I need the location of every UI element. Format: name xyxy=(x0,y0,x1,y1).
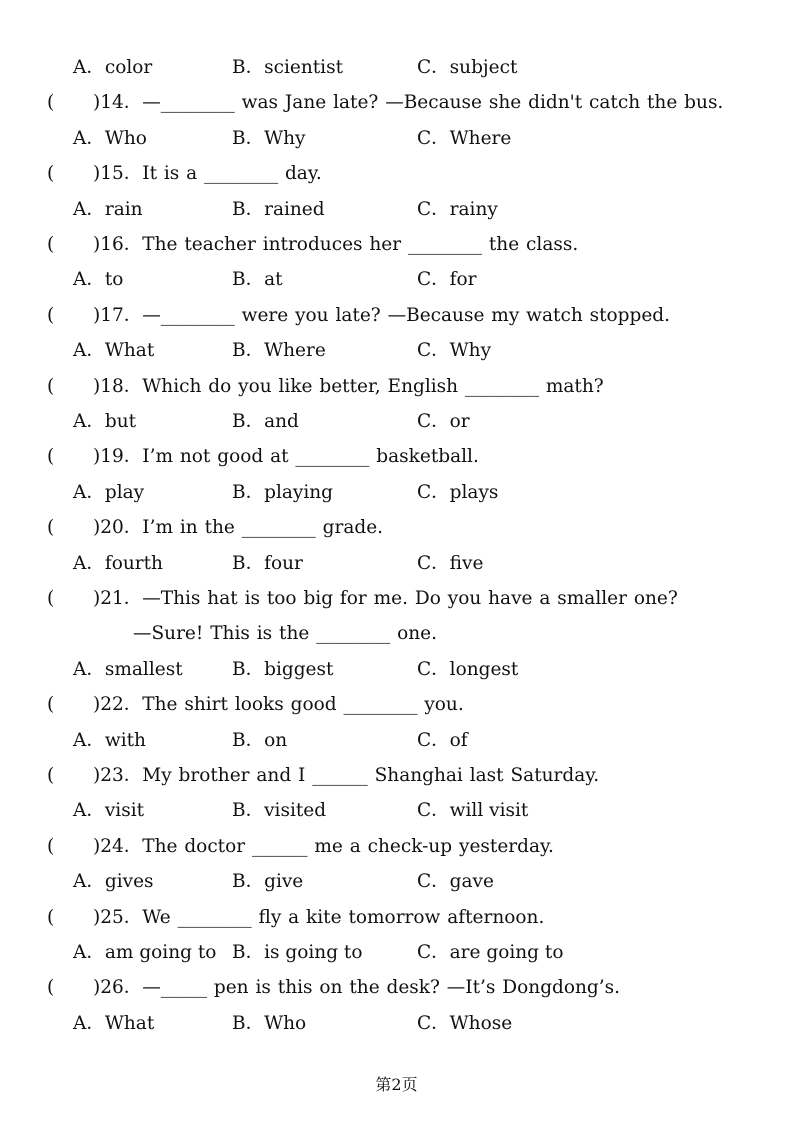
option-a: A．but xyxy=(73,411,137,432)
option-b: B．four xyxy=(232,552,303,574)
answer-bracket: ( xyxy=(47,375,55,397)
option-a: A．What xyxy=(73,340,155,362)
option-a: A．visit xyxy=(73,800,145,822)
option-c: C．Whose xyxy=(417,1012,513,1034)
question-row xyxy=(0,690,793,720)
answer-bracket: ( xyxy=(47,977,55,999)
answer-bracket: ( xyxy=(47,163,55,185)
question-row xyxy=(0,832,793,862)
question-text: )23．My brother and I ______ Shanghai last Saturday. xyxy=(93,765,600,786)
page-number: 第2页 xyxy=(375,1075,418,1094)
question-row xyxy=(0,442,793,472)
question-text: )20．I’m in the ________ grade. xyxy=(93,517,384,539)
question-row xyxy=(0,159,793,189)
question-row xyxy=(0,903,793,933)
options-row xyxy=(0,53,793,83)
options-row xyxy=(0,1009,793,1039)
option-b: B．biggest xyxy=(232,658,334,680)
question-text: )16．The teacher introduces her ________ the class. xyxy=(93,234,579,255)
options-row xyxy=(0,549,793,579)
option-b: B．rained xyxy=(232,198,325,220)
option-b: B．playing xyxy=(232,481,334,503)
option-c: C．are going to xyxy=(417,942,564,963)
option-b: B．on xyxy=(232,729,288,751)
option-c: C．five xyxy=(417,552,484,574)
option-a: A．What xyxy=(73,1012,155,1034)
option-c: C．rainy xyxy=(417,198,498,220)
option-b: B．give xyxy=(232,871,304,893)
question-text: )22．The shirt looks good ________ you. xyxy=(93,694,464,716)
answer-bracket: ( xyxy=(47,765,55,786)
option-a: A．fourth xyxy=(73,552,163,574)
option-b: B．visited xyxy=(232,800,327,822)
question-text: )19．I’m not good at ________ basketball. xyxy=(93,446,479,468)
option-c: C．Where xyxy=(417,127,512,149)
answer-bracket: ( xyxy=(47,234,55,255)
question-text: )25．We ________ fly a kite tomorrow afternoon. xyxy=(93,906,545,928)
continuation-text: —Sure! This is the ________ one. xyxy=(133,623,437,645)
option-a: A．gives xyxy=(73,871,154,893)
question-row xyxy=(0,372,793,402)
question-text: )26．—_____ pen is this on the desk? —It’s Dongdong’s. xyxy=(93,977,621,999)
option-b: B．is going to xyxy=(232,942,363,963)
option-b: B．at xyxy=(232,269,283,291)
option-b: B．Where xyxy=(232,340,326,362)
option-c: C．for xyxy=(417,269,477,291)
answer-bracket: ( xyxy=(47,92,55,114)
answer-bracket: ( xyxy=(47,906,55,928)
options-row xyxy=(0,726,793,756)
answer-bracket: ( xyxy=(47,835,55,857)
question-row xyxy=(0,973,793,1003)
option-b: B．scientist xyxy=(232,57,344,78)
options-row xyxy=(0,336,793,366)
question-text: )18．Which do you like better, English ________ math? xyxy=(93,375,604,397)
answer-bracket: ( xyxy=(47,304,55,326)
options-row xyxy=(0,124,793,154)
option-b: B．Why xyxy=(232,127,306,149)
question-text: )17．—________ were you late? —Because my watch stopped. xyxy=(93,304,671,326)
options-row xyxy=(0,867,793,897)
option-a: A．to xyxy=(73,269,124,291)
options-row xyxy=(0,407,793,437)
option-c: C．will visit xyxy=(417,800,529,822)
option-c: C．longest xyxy=(417,658,519,680)
options-row xyxy=(0,265,793,295)
option-a: A．am going to xyxy=(73,942,217,963)
option-a: A．rain xyxy=(73,198,143,220)
option-a: A．smallest xyxy=(73,658,183,680)
option-c: C．subject xyxy=(417,57,518,78)
option-a: A．play xyxy=(73,481,145,503)
answer-bracket: ( xyxy=(47,694,55,716)
question-continuation xyxy=(0,619,793,649)
options-row xyxy=(0,938,793,968)
option-a: A．Who xyxy=(73,127,147,149)
option-c: C．of xyxy=(417,729,468,751)
options-row xyxy=(0,478,793,508)
question-row xyxy=(0,230,793,260)
option-a: A．with xyxy=(73,729,146,751)
question-row xyxy=(0,88,793,118)
option-b: B．and xyxy=(232,411,299,432)
question-text: )21．—This hat is too big for me. Do you have a smaller one? xyxy=(93,588,678,609)
options-row xyxy=(0,195,793,225)
question-text: )14．—________ was Jane late? —Because she didn't catch the bus. xyxy=(93,92,724,114)
question-row xyxy=(0,513,793,543)
question-row xyxy=(0,584,793,614)
answer-bracket: ( xyxy=(47,446,55,468)
option-a: A．color xyxy=(73,57,153,78)
question-text: )24．The doctor ______ me a check-up yesterday. xyxy=(93,835,554,857)
options-row xyxy=(0,655,793,685)
option-c: C．plays xyxy=(417,481,499,503)
option-c: C．Why xyxy=(417,340,492,362)
option-b: B．Who xyxy=(232,1012,307,1034)
question-row xyxy=(0,761,793,791)
question-text: )15．It is a ________ day. xyxy=(93,163,322,185)
option-c: C．or xyxy=(417,411,470,432)
answer-bracket: ( xyxy=(47,588,55,609)
option-c: C．gave xyxy=(417,871,494,893)
question-row xyxy=(0,301,793,331)
answer-bracket: ( xyxy=(47,517,55,539)
options-row xyxy=(0,796,793,826)
